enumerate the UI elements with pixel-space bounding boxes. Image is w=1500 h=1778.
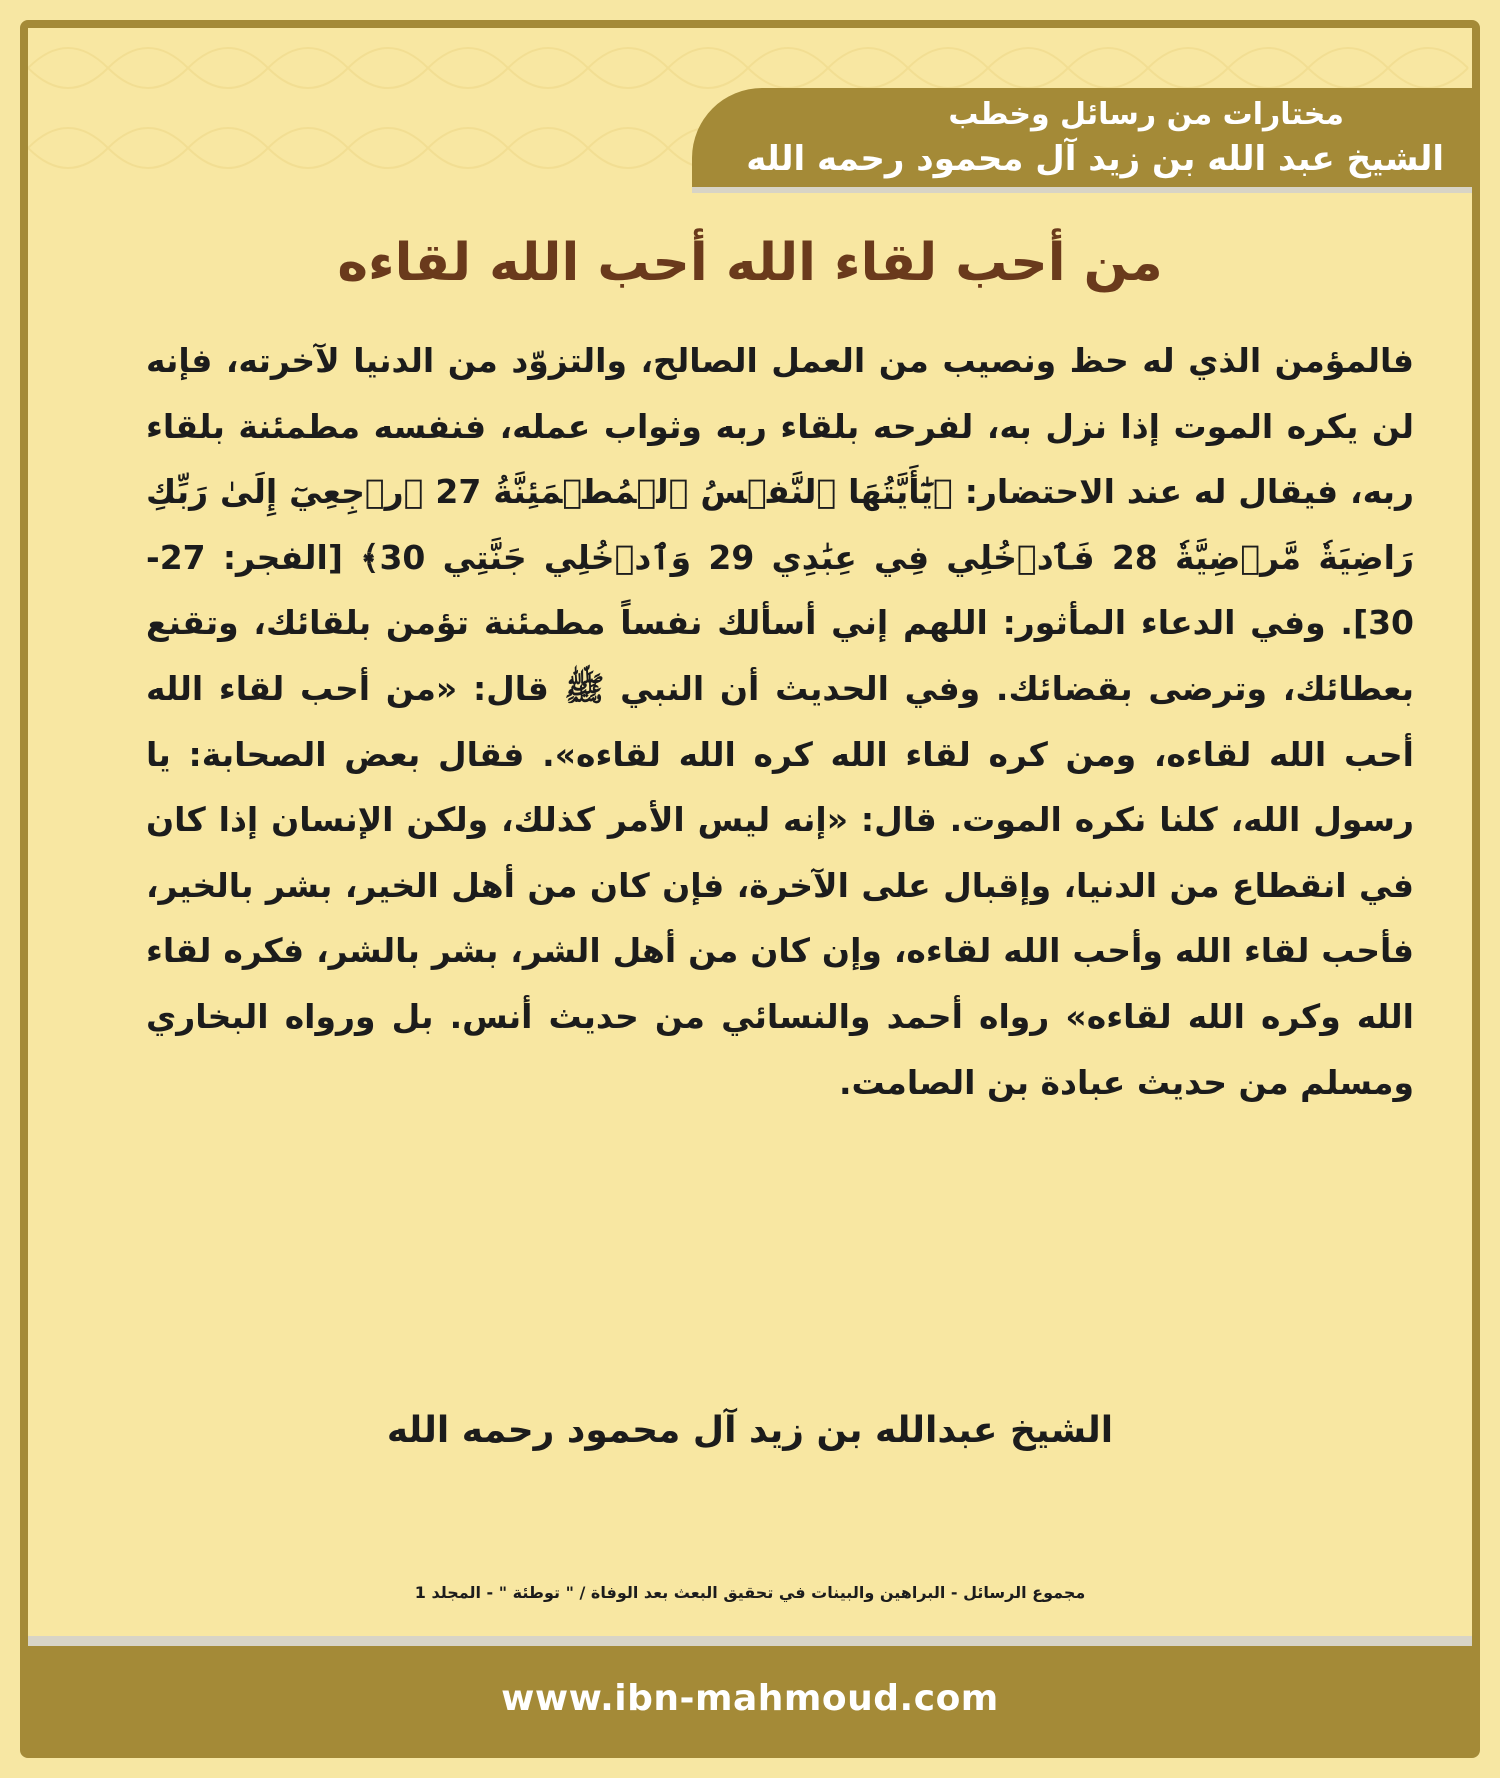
source-citation: مجموع الرسائل - البراهين والبينات في تحقيق البعث بعد الوفاة / " توطئة " - المجلد 1 xyxy=(414,1583,1086,1602)
footer-divider xyxy=(28,1636,1472,1646)
content-card xyxy=(20,20,1480,1758)
header-subtitle: مختارات من رسائل وخطب xyxy=(948,97,1344,132)
author-signature: الشيخ عبدالله بن زيد آل محمود رحمه الله xyxy=(386,1410,1114,1451)
header-banner xyxy=(692,88,1472,193)
footer-bar xyxy=(28,1646,1472,1750)
page-title: من أحب لقاء الله أحب الله لقاءه xyxy=(337,233,1163,293)
website-link[interactable]: www.ibn-mahmoud.com xyxy=(501,1677,999,1719)
article-body: فالمؤمن الذي له حظ ونصيب من العمل الصالح، والتزوّد من الدنيا لآخرته، فإنه لن يكره الموت إذا نزل به، لفرحه بلقاء ربه وثواب عمله، فنفسه مطمئنة بلقاء ربه، فيقال له عند الاحتضار: ﴿يَٰٓأَيَّتُهَا ٱلنَّفۡسُ ٱلۡمُطۡمَئِنَّةُ 27 ٱرۡجِعِيٓ إِلَىٰ رَبِّكِ رَاضِيَةٗ مَّرۡضِيَّةٗ 28 فَٱدۡخُلِي فِي عِبَٰدِي 29 وَٱدۡخُلِي جَنَّتِي 30﴾ [الفجر: 27-30]. وفي الدعاء المأثور: اللهم إني أسألك نفساً مطمئنة تؤمن بلقائك، وتقنع بعطائك، وترضى بقضائك. وفي الحديث أن النبي ﷺ قال: «من أحب لقاء الله أحب الله لقاءه، ومن كره لقاء الله كره الله لقاءه». فقال بعض الصحابة: يا رسول الله، كلنا نكره الموت. قال: «إنه ليس الأمر كذلك، ولكن الإنسان إذا كان في انقطاع من الدنيا، وإقبال على الآخرة، فإن كان من أهل الخير، بشر بالخير، فأحب لقاء الله وأحب الله لقاءه، وإن كان من أهل الشر، بشر بالشر، فكره لقاء الله وكره الله لقاءه» رواه أحمد والنسائي من حديث أنس. بل ورواه البخاري ومسلم من حديث عبادة بن الصامت. xyxy=(146,341,1414,1102)
header-author: الشيخ عبد الله بن زيد آل محمود رحمه الله xyxy=(746,139,1444,179)
